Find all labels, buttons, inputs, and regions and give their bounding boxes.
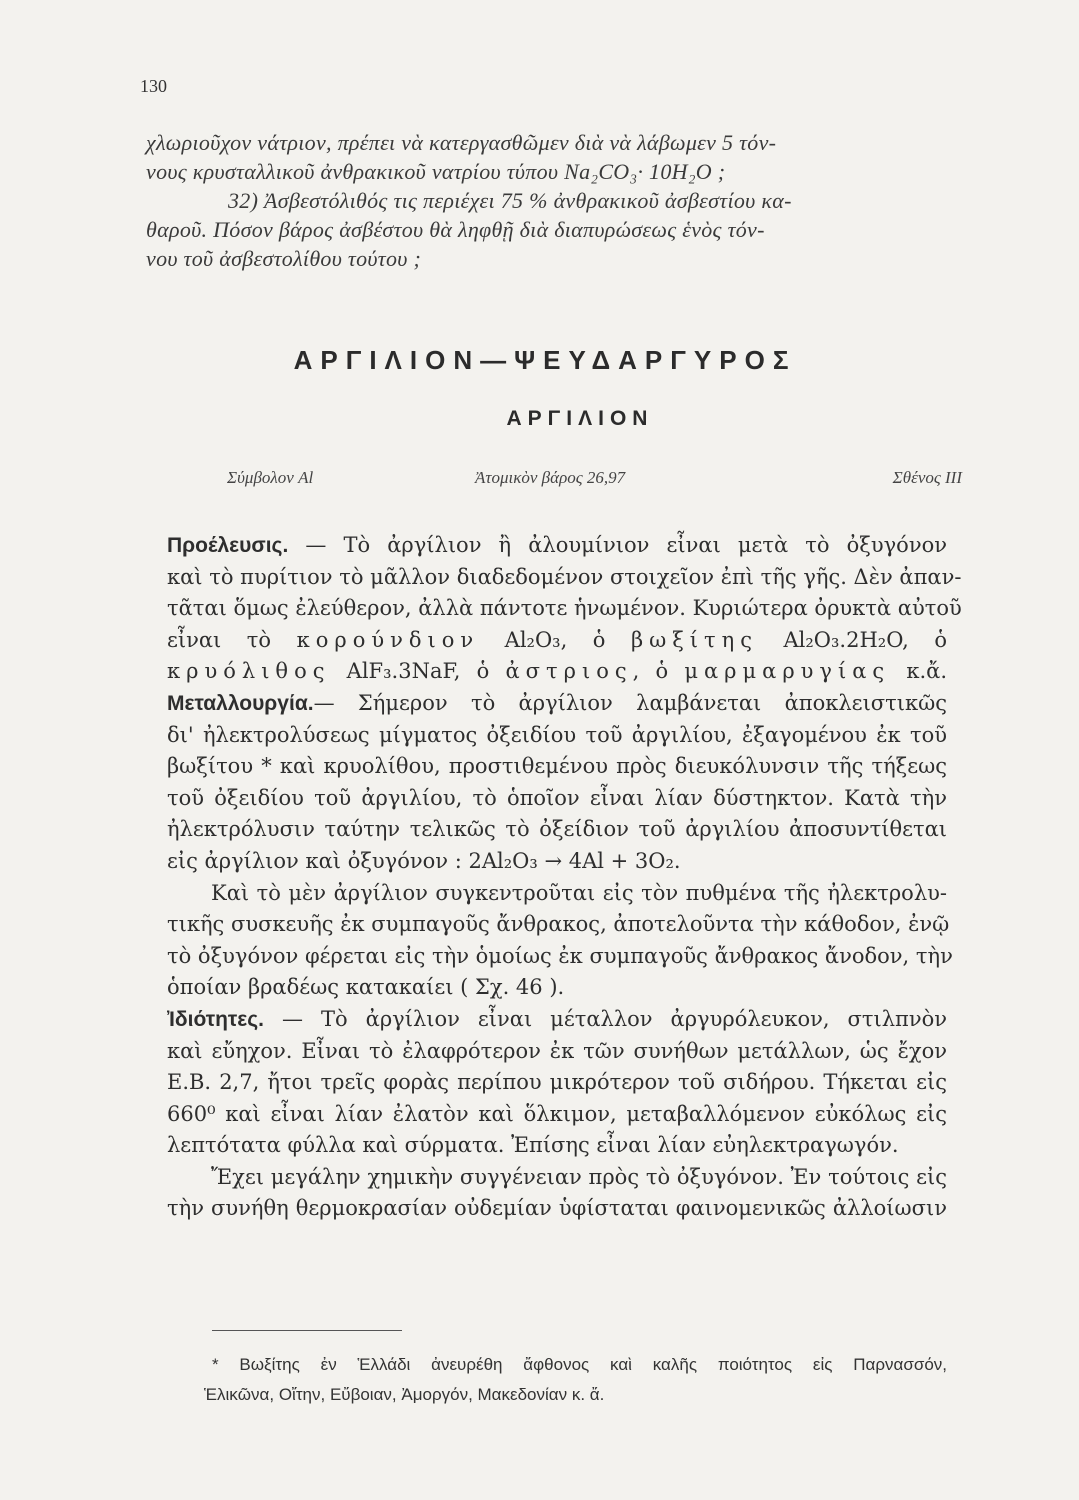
text-line: Καὶ τὸ μὲν ἀργίλιον συγκεντροῦται εἰς τὸν πυθμένα τῆς ἠλεκτρολυ- — [211, 880, 947, 905]
atomic-weight: Ἀτομικὸν βάρος 26,97 — [475, 468, 626, 487]
footnote-line: Ἑλικῶνα, Οἴτην, Εὔβοιαν, Ἀμοργόν, Μακεδονίαν κ. ἄ. — [204, 1385, 605, 1404]
heading-proeleusis: Προέλευσις. — [167, 534, 289, 557]
mineral-name: βωξίτης — [630, 627, 758, 652]
text-line: τοῦ ὀξειδίου τοῦ ἀργιλίου, τὸ ὁποῖον εἶναι λίαν δύστηκτον. Κατὰ τὴν — [167, 785, 947, 810]
valence: Σθένος III — [892, 468, 962, 487]
text-line: ἠλεκτρόλυσιν ταύτην τελικῶς τὸ ὀξείδιον τοῦ ἀργιλίου ἀποσυντίθεται — [167, 817, 947, 842]
exercise-block — [146, 128, 946, 273]
chapter-title: ΑΡΓΙΛΙΟΝ—ΨΕΥΔΑΡΓΥΡΟΣ — [293, 345, 797, 375]
text-line: τὴν συνήθη θερμοκρασίαν οὐδεμίαν ὑφίσταται φαινομενικῶς ἀλλοίωσιν — [167, 1196, 947, 1221]
text-line: λεπτότατα φύλλα καὶ σύρματα. Ἐπίσης εἶναι λίαν εὐηλεκτραγωγόν. — [167, 1133, 899, 1158]
text-line: Μεταλλουργία.— Σήμερον τὸ ἀργίλιον λαμβάνεται ἀποκλειστικῶς — [167, 690, 947, 715]
exercise-line: χλωριοῦχον νάτριον, πρέπει νὰ κατεργασθῶμεν διὰ νὰ λάβωμεν 5 τόν- — [146, 130, 777, 155]
text-line: ὁποίαν βραδέως κατακαίει ( Σχ. 46 ). — [167, 975, 565, 1000]
text-line: Προέλευσις. — Τὸ ἀργίλιον ἢ ἀλουμίνιον εἶναι μετὰ τὸ ὀξυγόνον — [167, 533, 947, 557]
mineral-name: μαρμαρυγίας — [684, 659, 891, 684]
footnote-divider — [212, 1330, 402, 1331]
exercise-line: νους κρυσταλλικοῦ ἀνθρακικοῦ νατρίου τύπου Na₂CO₃· 10H₂O ; — [146, 159, 726, 184]
text-line: Ἰδιότητες. — Τὸ ἀργίλιον εἶναι μέταλλον ἀργυρόλευκον, στιλπνὸν — [167, 1006, 947, 1031]
text-line: τικῆς συσκευῆς ἐκ συμπαγοῦς ἄνθρακος, ἀποτελοῦντα τὴν κάθοδον, ἐνῷ — [167, 912, 950, 937]
exercise-line: νου τοῦ ἀσβεστολίθου τούτου ; — [146, 246, 422, 271]
text-line: βωξίτου * καὶ κρυολίθου, προστιθεμένου πρὸς διευκόλυνσιν τῆς τήξεως — [167, 754, 947, 779]
exercise-line: 32) Ἀσβεστόλιθός τις περιέχει 75 % ἀνθρακικοῦ ἀσβεστίου κα- — [228, 188, 792, 213]
text-line: Ε.Β. 2,7, ἤτοι τρεῖς φορὰς περίπου μικρότερον τοῦ σιδήρου. Τήκεται εἰς — [167, 1070, 947, 1095]
mineral-name: ἀστριος — [505, 659, 633, 684]
text-line: κρυόλιθος AlF₃.3NaF, ὁ ἀστριος, ὁ μαρμαρυγίας κ.ἄ. — [167, 659, 948, 684]
body-text — [167, 530, 962, 1225]
text-line: τὸ ὀξυγόνον φέρεται εἰς τὴν ὁμοίως ἐκ συμπαγοῦς ἄνθρακος ἄνοδον, τὴν — [167, 943, 953, 968]
footnote — [204, 1350, 947, 1410]
text-line: εἰς ἀργίλιον καὶ ὀξυγόνον : 2Al₂O₃ → 4Al + 3O₂. — [167, 848, 681, 873]
element-info-row — [227, 468, 962, 494]
text-line: καὶ εὔηχον. Εἶναι τὸ ἐλαφρότερον ἐκ τῶν συνήθων μετάλλων, ὡς ἔχον — [167, 1038, 947, 1063]
heading-idiotites: Ἰδιότητες. — [167, 1007, 264, 1031]
text-line: δι' ἠλεκτρολύσεως μίγματος ὀξειδίου τοῦ ἀργιλίου, ἐξαγομένου ἐκ τοῦ — [167, 722, 947, 747]
text-line: καὶ τὸ πυρίτιον τὸ μᾶλλον διαδεδομένον στοιχεῖον ἐπὶ τῆς γῆς. Δὲν ἀπαν- — [167, 564, 962, 589]
text-line: τᾶται ὅμως ἐλεύθερον, ἀλλὰ πάντοτε ἡνωμένον. Κυριώτερα ὀρυκτὰ αὐτοῦ — [167, 596, 962, 621]
mineral-name: κρυόλιθος — [167, 659, 331, 684]
mineral-name: κορούνδιον — [296, 627, 480, 652]
footnote-line: * Βωξίτης ἐν Ἑλλάδι ἀνευρέθη ἄφθονος καὶ καλῆς ποιότητος εἰς Παρνασσόν, — [212, 1355, 947, 1374]
page-number: 130 — [140, 76, 167, 96]
element-symbol: Σύμβολον Al — [227, 468, 314, 487]
exercise-line: θαροῦ. Πόσον βάρος ἀσβέστου θὰ ληφθῇ διὰ διαπυρώσεως ἑνὸς τόν- — [146, 217, 765, 242]
text-line: εἶναι τὸ κορούνδιον Al₂O₃, ὁ βωξίτης Al₂O₃.2H₂O, ὁ — [167, 627, 948, 652]
text-line: Ἔχει μεγάλην χημικὴν συγγένειαν πρὸς τὸ ὀξυγόνον. Ἐν τούτοις εἰς — [211, 1164, 947, 1189]
text-line: 660⁰ καὶ εἶναι λίαν ἐλατὸν καὶ ὅλκιμον, μεταβαλλόμενον εὐκόλως εἰς — [167, 1101, 947, 1126]
heading-metallourgia: Μεταλλουργία. — [167, 691, 314, 715]
section-title: ΑΡΓΙΛΙΟΝ — [506, 407, 654, 430]
